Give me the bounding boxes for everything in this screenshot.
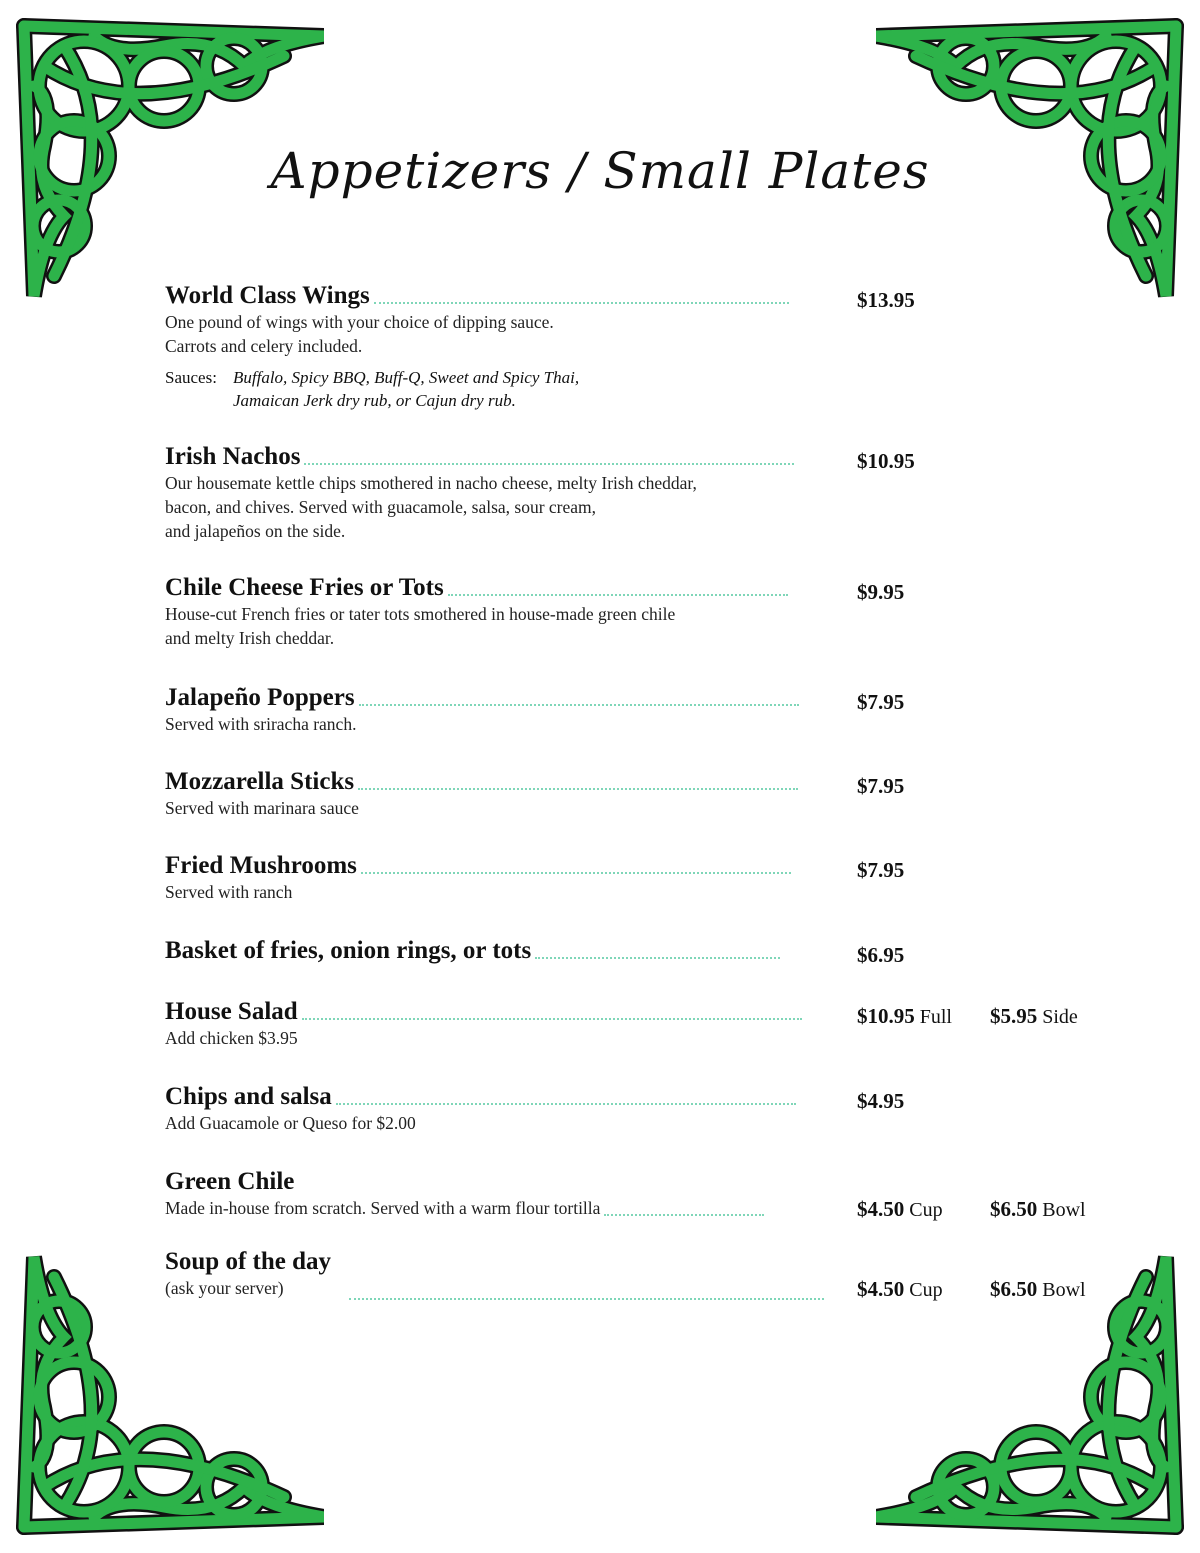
item-name: Chile Cheese Fries or Tots [165, 574, 444, 601]
dot-leader [349, 1297, 824, 1300]
dot-leader [304, 462, 794, 465]
price-bowl: $6.50 Bowl [990, 1277, 1086, 1301]
dot-leader [535, 956, 780, 959]
item-description: (ask your server) [165, 1278, 284, 1298]
menu-item [165, 768, 1125, 820]
item-name: Soup of the day [165, 1248, 332, 1275]
item-price: $10.95 [857, 449, 915, 473]
menu-item [165, 684, 1125, 736]
price-side: $5.95 Side [990, 1004, 1078, 1028]
menu-item [165, 282, 1125, 412]
item-price: $7.95 [857, 858, 905, 882]
item-price: $4.95 [857, 1089, 905, 1113]
item-description: Served with sriracha ranch. [165, 714, 357, 734]
item-description: Our housemate kettle chips smothered in nacho cheese, melty Irish cheddar, bacon, and chives. Served with guacamole, salsa, sour cream, and jalapeños on the side. [165, 473, 697, 541]
dot-leader [448, 593, 788, 596]
item-price: $13.95 [857, 288, 915, 312]
menu-item [165, 1168, 1125, 1220]
item-price: $6.95 [857, 943, 905, 967]
item-description: One pound of wings with your choice of dipping sauce. Carrots and celery included. [165, 312, 554, 356]
item-name: Fried Mushrooms [165, 852, 357, 879]
price-cup: $4.50 Cup [857, 1277, 943, 1301]
item-price: $7.95 [857, 690, 905, 714]
item-name: Mozzarella Sticks [165, 768, 355, 795]
item-description: Made in-house from scratch. Served with a warm flour tortilla [165, 1198, 601, 1218]
dot-leader [604, 1213, 764, 1216]
item-description: Served with ranch [165, 882, 293, 902]
dot-leader [302, 1017, 802, 1020]
item-description: Add chicken $3.95 [165, 1028, 298, 1048]
dot-leader [336, 1102, 796, 1105]
page-title: Appetizers / Small Plates [270, 142, 930, 200]
item-description: Served with marinara sauce [165, 798, 359, 818]
menu-item [165, 852, 1125, 904]
dot-leader [374, 301, 789, 304]
item-description: House-cut French fries or tater tots smothered in house-made green chile and melty Irish cheddar. [165, 604, 676, 648]
item-name: House Salad [165, 998, 298, 1025]
dot-leader [358, 787, 798, 790]
item-name: Chips and salsa [165, 1083, 332, 1110]
item-description: Add Guacamole or Queso for $2.00 [165, 1113, 416, 1133]
item-name: Basket of fries, onion rings, or tots [165, 937, 532, 964]
dot-leader [361, 871, 791, 874]
price-bowl: $6.50 Bowl [990, 1197, 1086, 1221]
sauce-list: Sauces: Buffalo, Spicy BBQ, Buff-Q, Sweet and Spicy Thai, Jamaican Jerk dry rub, or Cajun dry rub. [165, 368, 580, 410]
menu-item [165, 1083, 1125, 1135]
item-name: Green Chile [165, 1168, 295, 1195]
item-name: Jalapeño Poppers [165, 684, 355, 711]
item-price: $7.95 [857, 774, 905, 798]
menu-item [165, 937, 1125, 965]
item-price: $9.95 [857, 580, 905, 604]
item-name: Irish Nachos [165, 443, 301, 470]
menu-item [165, 998, 1125, 1050]
menu-item [165, 574, 1125, 650]
item-name: World Class Wings [165, 282, 370, 309]
dot-leader [359, 703, 799, 706]
menu-item [165, 443, 1125, 543]
menu-item [165, 1248, 1125, 1300]
price-cup: $4.50 Cup [857, 1197, 943, 1221]
price-full: $10.95 Full [857, 1004, 952, 1028]
